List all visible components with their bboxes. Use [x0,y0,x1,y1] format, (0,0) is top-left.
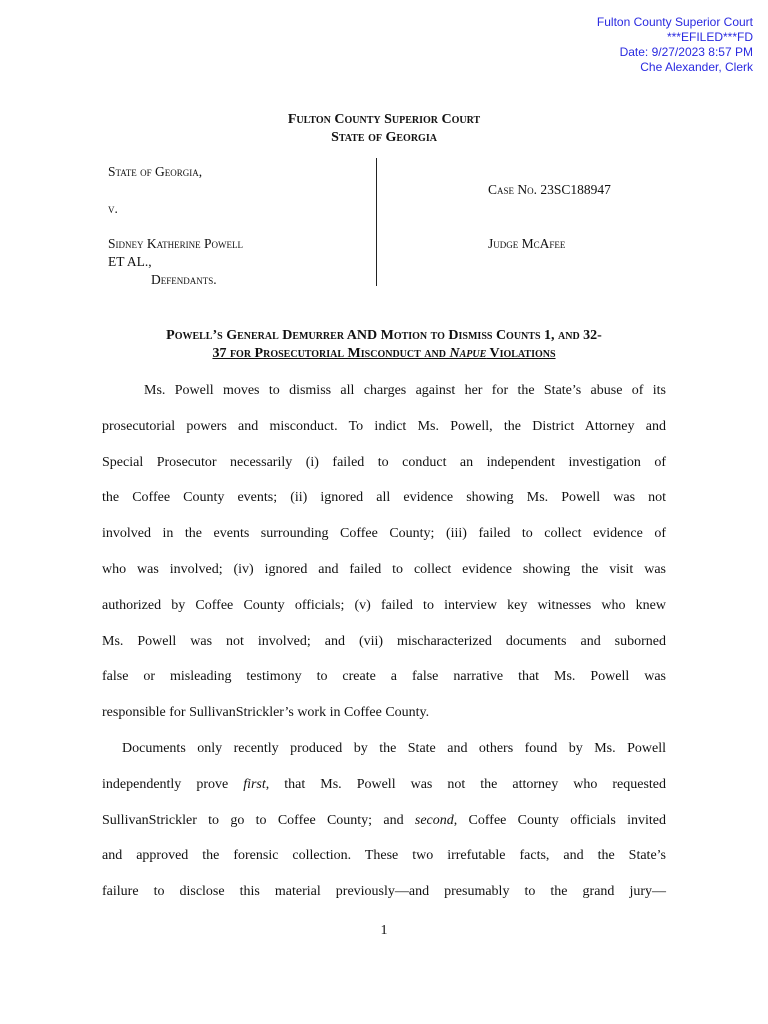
motion-title-line1: Powell’s General Demurrer AND Motion to Dismiss Counts 1, and 32- [166,328,602,343]
para1-line7: authorized by Coffee County officials; (v) failed to interview key witnesses who knew [102,597,666,613]
caption-divider [376,158,377,286]
emphasis-second: second [414,812,454,828]
page-number: 1 [380,923,388,938]
para2-line2-b: , that Ms. Powell was not the attorney who requested [265,776,666,792]
court-state: State of Georgia [331,130,437,145]
para2-line3 [102,803,666,839]
motion-title-line2 [100,345,668,363]
court-name: Fulton County Superior Court [287,112,481,127]
case-caption [108,158,668,288]
defendant-name: Sidney Katherine Powell [108,236,243,251]
case-number: Case No. 23SC188947 [488,182,611,197]
para1-line5: involved in the events surrounding Coffee County; (iii) failed to collect evidence of [102,526,666,542]
title-part1: 37 for Prosecutorial Misconduct and [212,346,450,361]
para1-line3: Special Prosecutor necessarily (i) failed to conduct an independent investigation of [102,454,666,470]
stamp-court: Fulton County Superior Court [596,15,753,29]
motion-body [102,373,666,910]
versus: v. [108,201,118,216]
para2-line1: Documents only recently produced by the State and others found by Ms. Powell [122,740,666,756]
stamp-efiled: ***EFILED***FD [666,30,753,44]
para2-line2 [102,767,666,803]
title-part2: Violations [486,346,556,361]
para2-line5: failure to disclose this material previously—and presumably to the grand jury— [102,884,666,900]
para1-line2: prosecutorial powers and misconduct. To indict Ms. Powell, the District Attorney and [102,418,666,434]
para1-line8: Ms. Powell was not involved; and (vii) mischaracterized documents and suborned [102,633,666,649]
para2-line3-b: , Coffee County officials invited [453,812,666,828]
para1-line10: responsible for SullivanStrickler’s work in Coffee County. [102,705,430,721]
plaintiff: State of Georgia, [108,164,203,179]
para2-line2-a: independently prove [102,776,244,792]
stamp-clerk: Che Alexander, Clerk [640,60,753,74]
para1-line6: who was involved; (iv) ignored and failed to collect evidence showing the visit was [102,561,666,577]
motion-title [100,327,668,363]
para1-line9: false or misleading testimony to create a false narrative that Ms. Powell was [102,669,666,685]
defendants-label: Defendants. [151,272,217,287]
judge-name: Judge McAfee [488,236,566,251]
stamp-date: Date: 9/27/2023 8:57 PM [619,45,753,59]
para1-line4: the Coffee County events; (ii) ignored all evidence showing Ms. Powell was not [102,490,666,506]
title-napue: Napue [449,346,487,361]
emphasis-first: first [243,776,266,792]
para1-line1: Ms. Powell moves to dismiss all charges against her for the State’s abuse of its [144,383,666,398]
defendant-et-al: ET AL., [108,254,152,269]
para2-line4: and approved the forensic collection. These two irrefutable facts, and the State’s [102,848,666,864]
efiling-stamp [597,15,753,75]
para2-line3-a: SullivanStrickler to go to Coffee County; and [102,812,415,828]
court-header [0,111,768,147]
